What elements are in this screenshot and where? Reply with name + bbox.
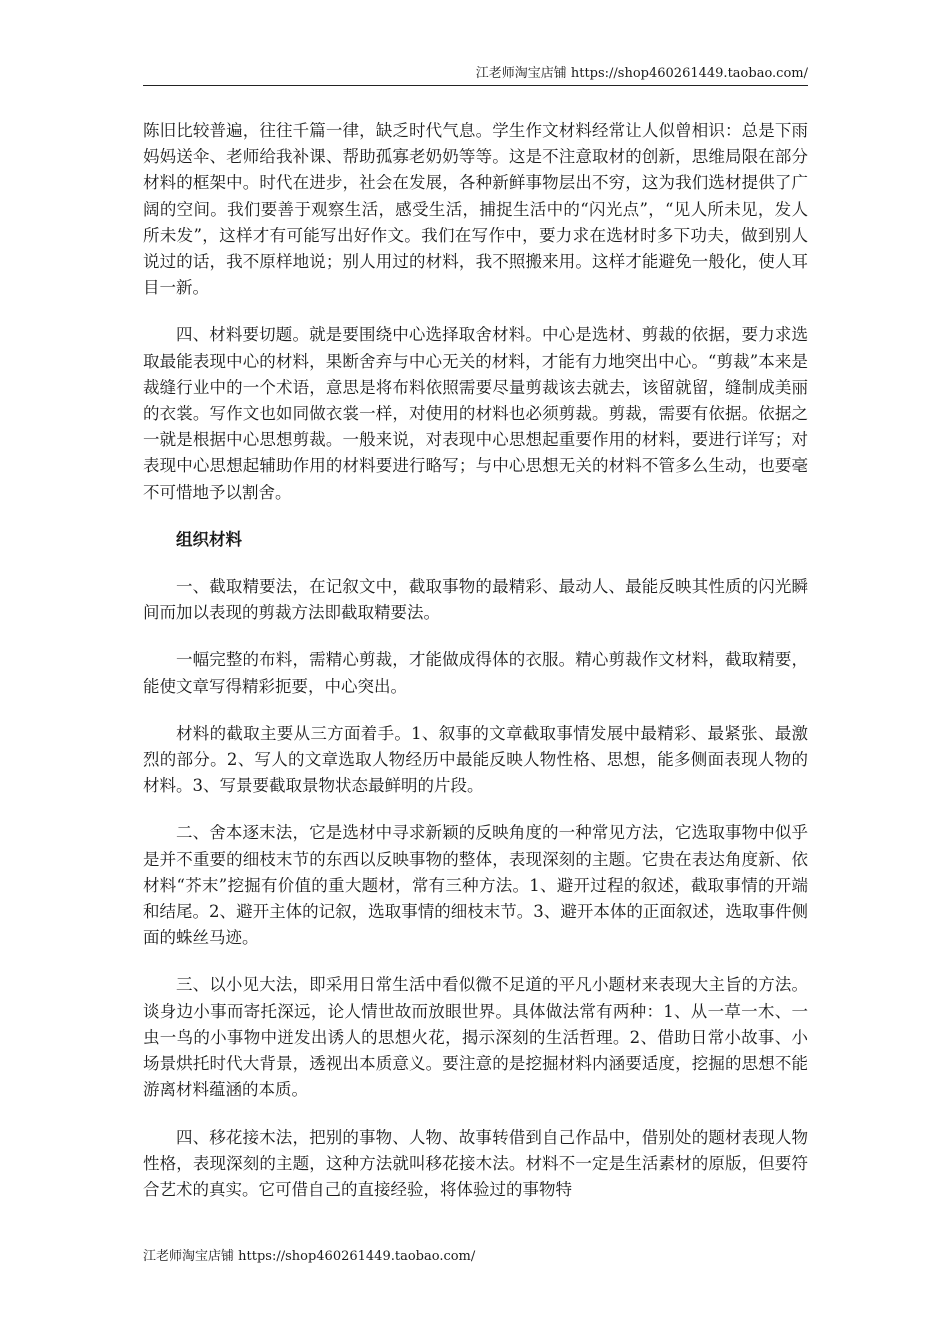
paragraph-material-relevance: 四、材料要切题。就是要围绕中心选择取舍材料。中心是选材、剪裁的依据，要力求选取最能表现中心的材料，果断舍弃与中心无关的材料，才能有力地突出中心。“剪裁”本来是裁缝行业中的一个术语，意思是将布料依照需要尽量剪裁该去就去，该留就留，缝制成美丽的衣裳。写作文也如同做衣裳一样，对使用的材料也必须剪裁。剪裁，需要有依据。依据之一就是根据中心思想剪裁。一般来说，对表现中心思想起重要作用的材料，要进行详写；对表现中心思想起辅助作用的材料要进行略写；与中心思想无关的材料不管多么生动，也要毫不可惜地予以割舍。 (143, 325, 808, 502)
header-divider (143, 85, 808, 86)
paragraph-method-4: 四、移花接木法，把别的事物、人物、故事转借到自己作品中，借别处的题材表现人物性格，表现深刻的主题，这种方法就叫移花接木法。材料不一定是生活素材的原版，但要符合艺术的真实。它可借自己的直接经验，将体验过的事物特 (143, 1127, 808, 1199)
document-body (143, 118, 808, 1224)
paragraph-continued: 陈旧比较普遍，往往千篇一律，缺乏时代气息。学生作文材料经常让人似曾相识：总是下雨妈妈送伞、老师给我补课、帮助孤寡老奶奶等等。这是不注意取材的创新，思维局限在部分材料的框架中。时代在进步，社会在发展，各种新鲜事物层出不穷，这为我们选材提供了广阔的空间。我们要善于观察生活，感受生活，捕捉生活中的“闪光点”，“见人所未见，发人所未发”，这样才有可能写出好作文。我们在写作中，要力求在选材时多下功夫，做到别人说过的话，我不原样地说；别人用过的材料，我不照搬来用。这样才能避免一般化，使人耳目一新。 (143, 121, 808, 298)
paragraph-method-2: 二、舍本逐末法，它是选材中寻求新颖的反映角度的一种常见方法，它选取事物中似乎是并不重要的细枝末节的东西以反映事物的整体，表现深刻的主题。它贵在表达角度新、依材料“芥末”挖掘有价值的重大题材，常有三种方法。1、避开过程的叙述，截取事情的开端和结尾。2、避开主体的记叙，选取事情的细枝末节。3、避开本体的正面叙述，选取事件侧面的蛛丝马迹。 (143, 823, 808, 948)
paragraph-cloth-analogy: 一幅完整的布料，需精心剪裁，才能做成得体的衣服。精心剪裁作文材料，截取精要，能使文章写得精彩扼要，中心突出。 (143, 650, 808, 696)
paragraph-method-3: 三、以小见大法，即采用日常生活中看似微不足道的平凡小题材来表现大主旨的方法。谈身边小事而寄托深远，论人情世故而放眼世界。具体做法常有两种：1、从一草一木、一虫一鸟的小事物中迸发出诱人的思想火花，揭示深刻的生活哲理。2、借助日常小故事、小场景烘托时代大背景，透视出本质意义。要注意的是挖掘材料内涵要适度，挖掘的思想不能游离材料蕴涵的本质。 (143, 975, 808, 1100)
page-footer: 江老师淘宝店铺 https://shop460261449.taobao.com/ (143, 1249, 476, 1264)
paragraph-three-aspects: 材料的截取主要从三方面着手。1、叙事的文章截取事情发展中最精彩、最紧张、最激烈的部分。2、写人的文章选取人物经历中最能反映人物性格、思想，能多侧面表现人物的材料。3、写景要截取景物状态最鲜明的片段。 (143, 723, 808, 796)
section-heading: 组织材料 (176, 529, 242, 549)
page-header: 江老师淘宝店铺 https://shop460261449.taobao.com/ (475, 66, 808, 81)
paragraph-method-1: 一、截取精要法，在记叙文中，截取事物的最精彩、最动人、最能反映其性质的闪光瞬间而加以表现的剪裁方法即截取精要法。 (143, 577, 808, 623)
